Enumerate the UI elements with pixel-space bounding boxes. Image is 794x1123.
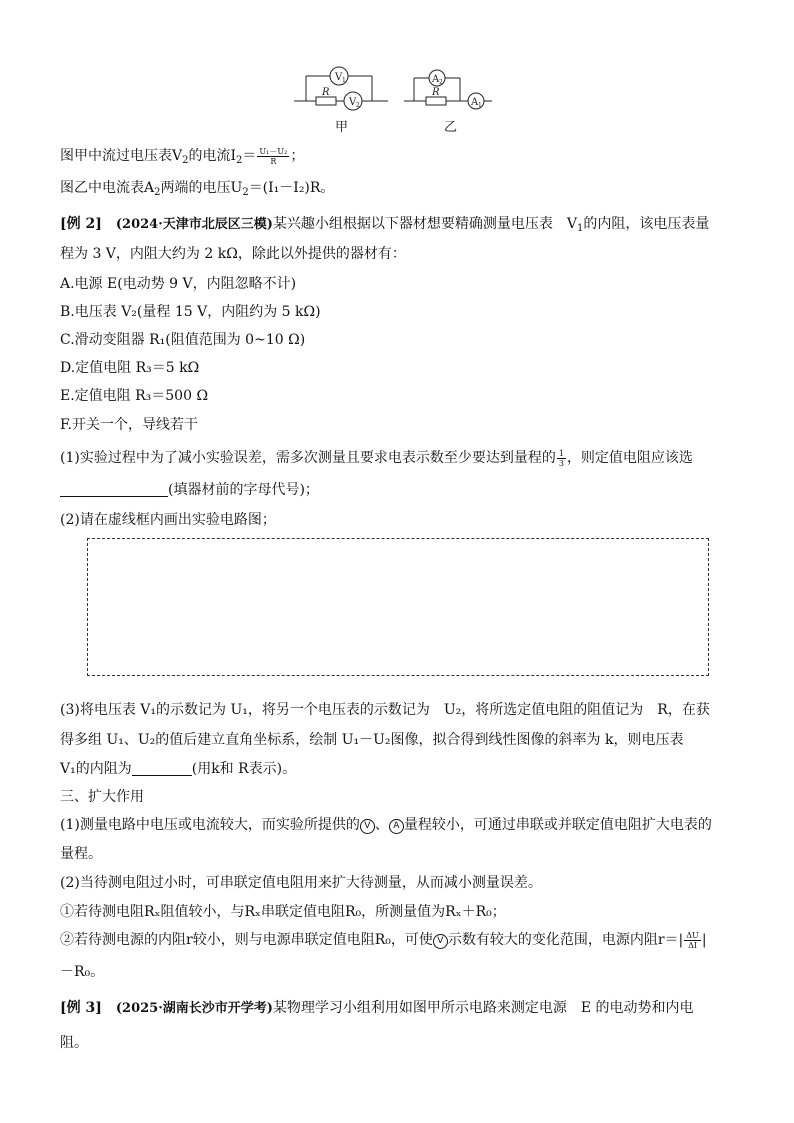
circuit-diagram-yi [402, 66, 494, 112]
example-tag: [例 2] [60, 216, 102, 232]
example2-line-2: 程为 3 V，内阻大约为 2 kΩ，除此以外提供的器材有： [60, 246, 406, 262]
section3-p1-cont: 量程。 [60, 846, 102, 862]
caption-jia: 甲 [335, 120, 349, 135]
ammeter-a1-label: A [471, 97, 479, 108]
section3-p3: ①若待测电阻Rₓ阻值较小，与Rₓ串联定值电阻R₀，所测量值为Rₓ＋R₀； [60, 904, 506, 920]
voltmeter-v2-label: V [349, 97, 357, 108]
section3-p4: ②若待测电源的内阻r较小，则与电源串联定值电阻R₀，可使 V 示数有较大的变化范围，电源内阻r＝| $\frac{\Delta U}{\Delta I}$ | [60, 930, 707, 950]
item-b: B.电压表 V₂(量程 15 V，内阻约为 5 kΩ) [60, 304, 321, 320]
intro-line-2: 图乙中电流表$A_2$两端的电压$U_2=(I_1-I_2)R$。 [60, 180, 335, 198]
section3-p2: (2)当待测电阻过小时，可串联定值电阻用来扩大待测量，从而减小测量误差。 [60, 875, 542, 891]
section3-p1: (1)测量电路中电压或电流较大，而实验所提供的 V 、 A 量程较小，可通过串联或并联定值电阻扩大电表的 [60, 817, 712, 833]
question-2: (2)请在虚线框内画出实验电路图； [60, 512, 276, 528]
voltmeter-icon: V [433, 934, 448, 949]
question-1: (1)实验过程中为了减小实验误差，需多次测量且要求电表示数至少要达到量程的 $\frac{1}{3}$ ，则定值电阻应该选 [60, 448, 693, 468]
ammeter-a2-label: A [432, 74, 440, 85]
svg-text:2: 2 [439, 79, 443, 86]
svg-text:1: 1 [478, 102, 482, 109]
question-3-line-1: (3)将电压表 V₁的示数记为 U₁，将另一个电压表的示数记为 U₂，将所选定值电阻的阻值记为 R，在获 [60, 702, 710, 718]
question-1-fill: (填器材前的字母代号)； [60, 480, 319, 500]
example-tag: [例 3] [60, 1000, 102, 1016]
item-a: A.电源 E(电动势 9 V，内阻忽略不计) [60, 276, 297, 292]
svg-text:1: 1 [342, 77, 346, 84]
item-c: C.滑动变阻器 R₁(阻值范围为 0~10 Ω) [60, 332, 306, 348]
intro-line-1: 图甲中流过电压表$V_2$的电流$I_2=$ $\frac{\text{U₁－U₂}}{R}$ ； [60, 146, 305, 166]
example-source: (2024·天津市北辰区三模) [115, 217, 273, 232]
item-d: D.定值电阻 R₃＝5 kΩ [60, 360, 200, 376]
item-e: E.定值电阻 R₃＝500 Ω [60, 388, 209, 404]
voltmeter-icon: V [360, 819, 375, 834]
example3-line-2: 阻。 [60, 1035, 88, 1051]
answer-blank-1[interactable] [60, 482, 168, 497]
voltmeter-v1-label: V [335, 72, 343, 83]
example3-header: [例 3] (2025·湖南长沙市开学考)某物理学习小组利用如图甲所示电路来测定电源 E 的电动势和内电 [60, 1000, 694, 1016]
example-source: (2025·湖南长沙市开学考) [115, 1001, 273, 1016]
ammeter-icon: A [389, 819, 404, 834]
section3-p4-cont: －R₀。 [60, 964, 105, 980]
example2-header: [例 2] (2024·天津市北辰区三模)某兴趣小组根据以下器材想要精确测量电压表 $V_1$的内阻，该电压表量 [60, 216, 710, 234]
section-heading: 三、扩大作用 [60, 789, 144, 805]
item-f: F.开关一个，导线若干 [60, 417, 198, 433]
caption-yi: 乙 [444, 120, 458, 135]
svg-text:2: 2 [356, 102, 360, 109]
circuit-drawing-box[interactable] [87, 538, 709, 676]
question-3-line-2: 得多组 U₁、U₂的值后建立直角坐标系，绘制 U₁－U₂图像，拟合得到线性图像的斜率为 k，则电压表 [60, 732, 684, 748]
resistor-label: R [432, 87, 440, 98]
answer-blank-3[interactable] [132, 761, 192, 776]
resistor-label: R [322, 87, 330, 98]
question-3-line-3: V₁的内阻为 (用k和 R表示)。 [60, 761, 297, 777]
circuit-diagram-jia [292, 66, 392, 112]
